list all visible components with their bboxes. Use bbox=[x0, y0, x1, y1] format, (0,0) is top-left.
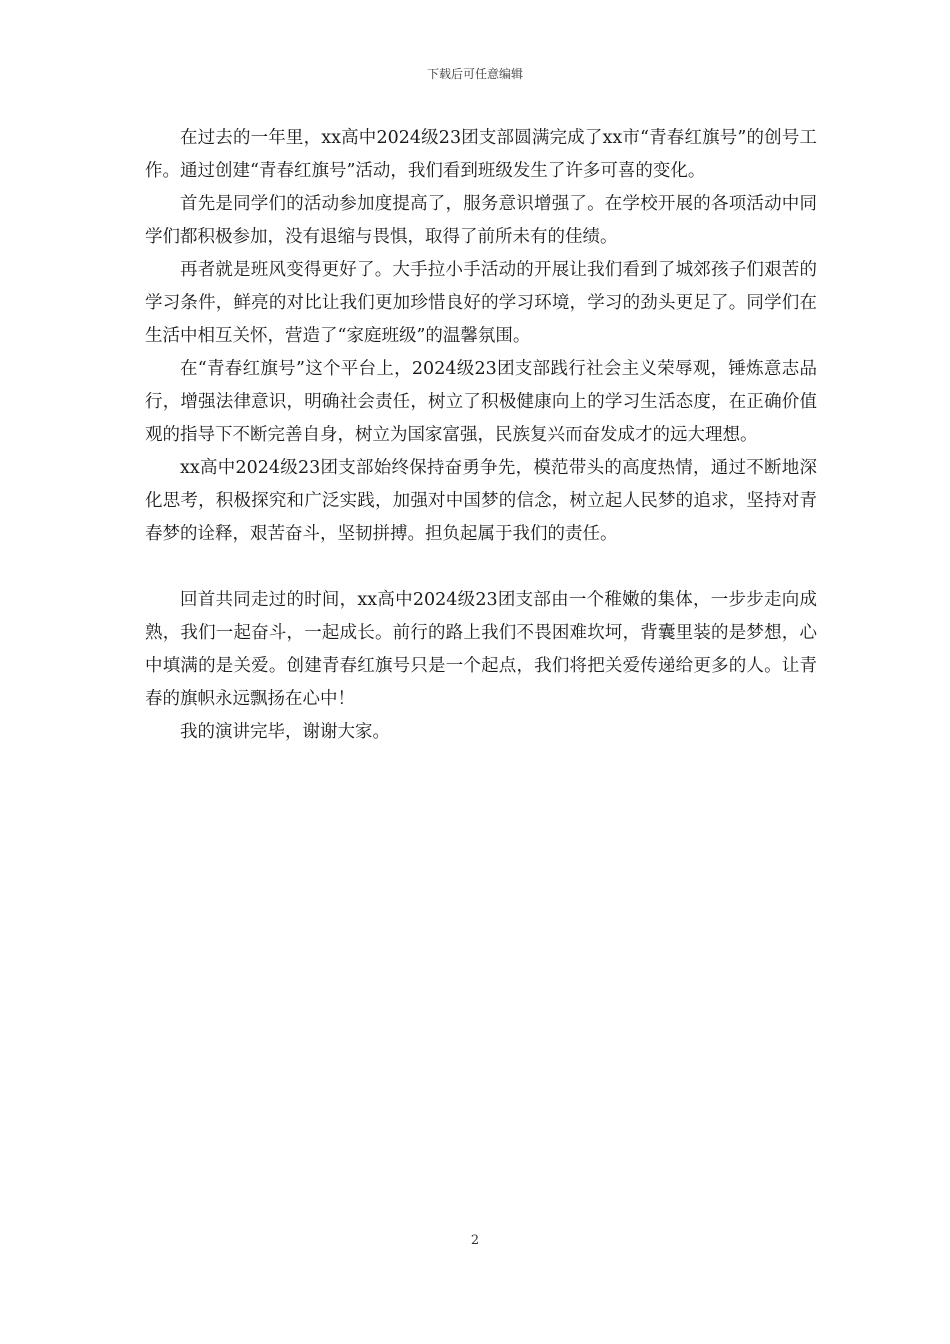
paragraph-gap bbox=[145, 551, 817, 584]
paragraph-intro: 在过去的一年里，xx高中2024级23团支部圆满完成了xx市“青春红旗号”的创号工作。通过创建“青春红旗号”活动，我们看到班级发生了许多可喜的变化。 bbox=[145, 128, 817, 181]
paragraph-participation: 首先是同学们的活动参加度提高了，服务意识增强了。在学校开展的各项活动中同学们都积极参加，没有退缩与畏惧，取得了前所未有的佳绩。 bbox=[145, 194, 817, 247]
paragraph-class-spirit: 再者就是班风变得更好了。大手拉小手活动的开展让我们看到了城郊孩子们艰苦的学习条件，鲜亮的对比让我们更加珍惜良好的学习环境，学习的劲头更足了。同学们在生活中相互关怀，营造了“家庭班级”的温馨氛围。 bbox=[145, 260, 817, 346]
document-body bbox=[145, 122, 817, 749]
paragraph-closing: 我的演讲完毕，谢谢大家。 bbox=[180, 722, 390, 742]
paragraph-retrospect: 回首共同走过的时间，xx高中2024级23团支部由一个稚嫩的集体，一步步走向成熟，我们一起奋斗，一起成长。前行的路上我们不畏困难坎坷，背囊里装的是梦想，心中填满的是关爱。创建青春红旗号只是一个起点，我们将把关爱传递给更多的人。让青春的旗帜永远飘扬在心中！ bbox=[145, 590, 817, 709]
page-header-note: 下载后可任意编辑 bbox=[426, 67, 523, 81]
page-number: 2 bbox=[470, 1233, 480, 1248]
paragraph-platform: 在“青春红旗号”这个平台上，2024级23团支部践行社会主义荣辱观，锤炼意志品行，增强法律意识，明确社会责任，树立了积极健康向上的学习生活态度，在正确价值观的指导下不断完善自身，树立为国家富强，民族复兴而奋发成才的远大理想。 bbox=[145, 359, 817, 445]
paragraph-commitment: xx高中2024级23团支部始终保持奋勇争先，模范带头的高度热情，通过不断地深化思考，积极探究和广泛实践，加强对中国梦的信念，树立起人民梦的追求，坚持对青春梦的诠释，艰苦奋斗，坚韧拼搏。担负起属于我们的责任。 bbox=[145, 458, 817, 544]
